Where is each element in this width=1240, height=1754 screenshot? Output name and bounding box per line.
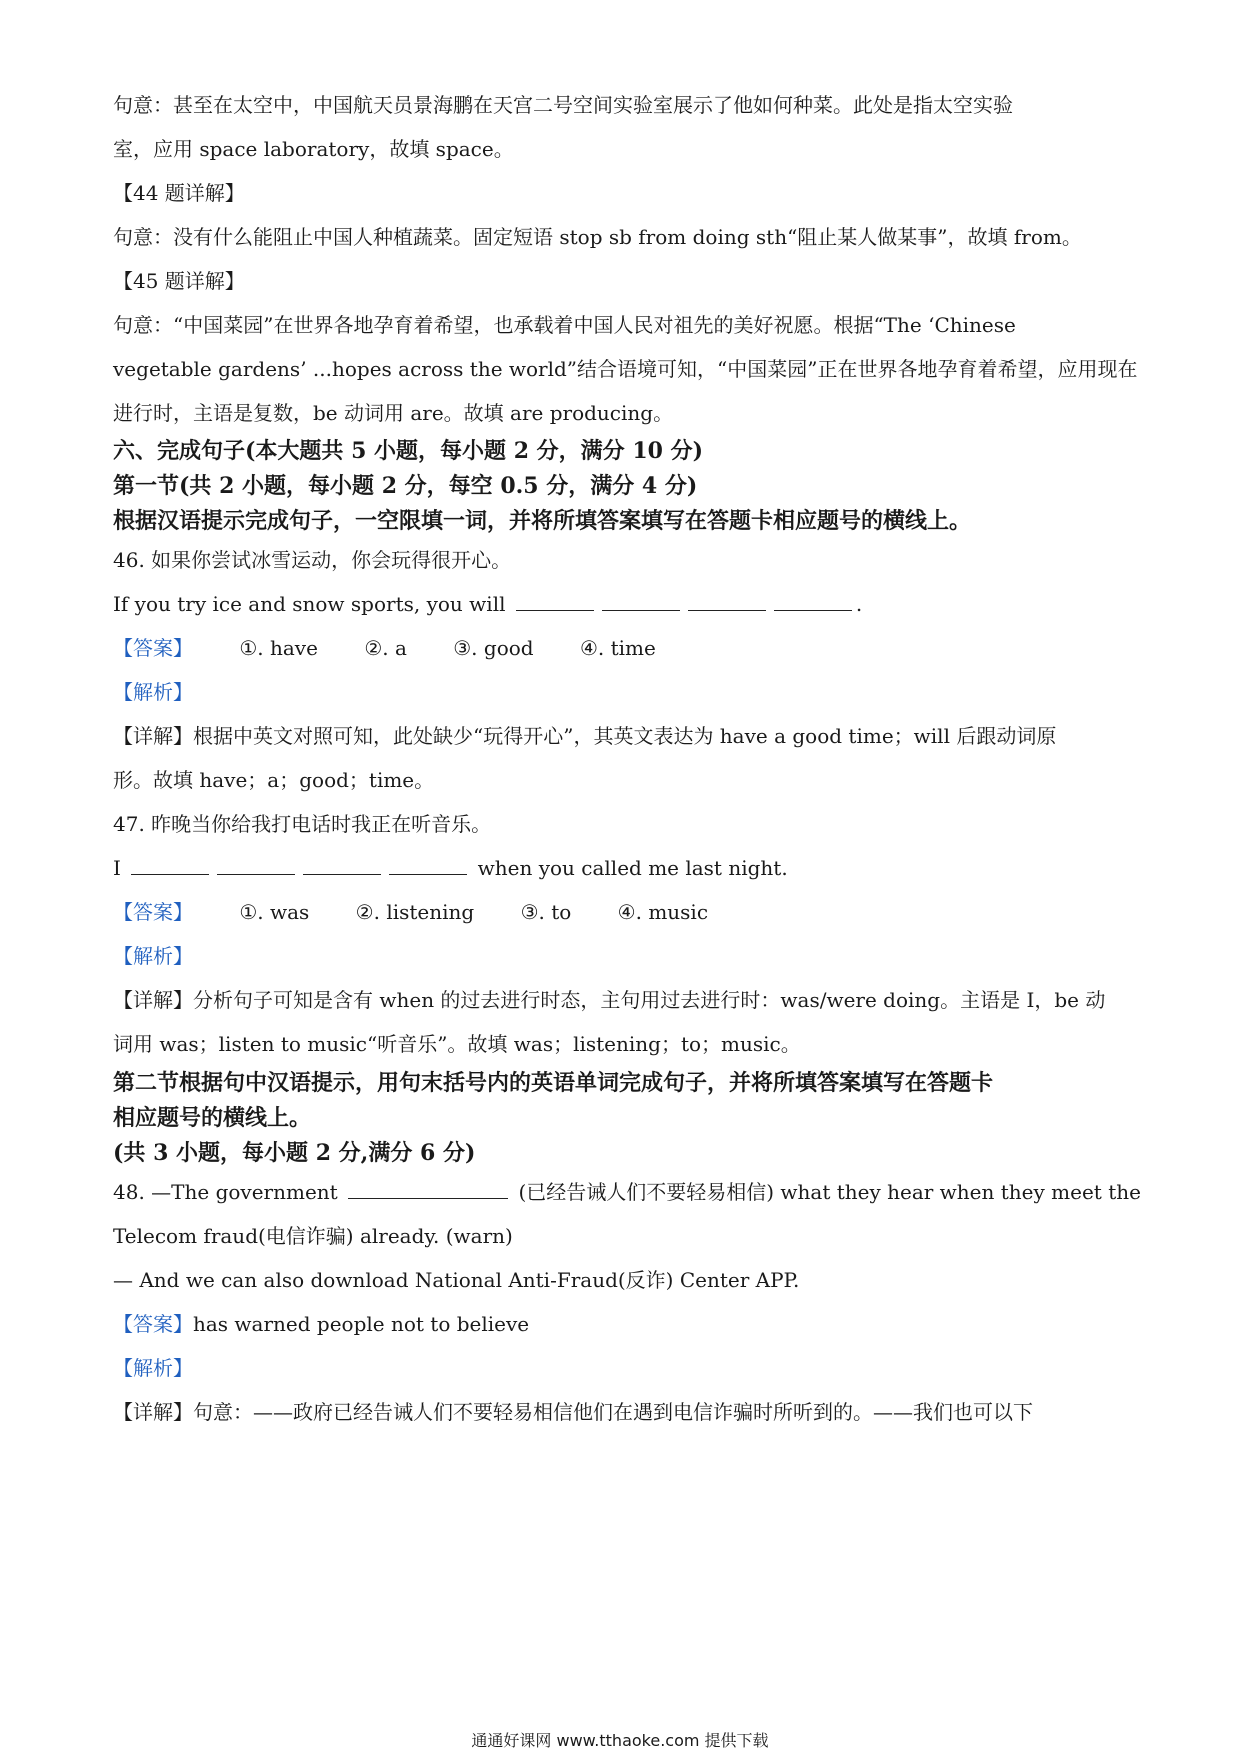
question-46-answer — [113, 633, 1133, 663]
answer-option: ①. was — [239, 900, 310, 924]
detail-tag: 【详解】 — [113, 724, 193, 748]
answer-option: ①. have — [239, 636, 318, 660]
answer-blank — [774, 590, 852, 611]
text-line: 句意：甚至在太空中，中国航天员景海鹏在天宫二号空间实验室展示了他如何种菜。此处是指太空实验 — [113, 93, 1013, 117]
question-46-detail — [113, 721, 1133, 751]
q44-heading: 【44 题详解】 — [113, 181, 245, 205]
question-46-sentence — [113, 589, 1133, 619]
text-line: 句意：“中国菜园”在世界各地孕育着希望，也承载着中国人民对祖先的美好祝愿。根据“The ‘Chinese — [113, 313, 1016, 337]
answer-tag: 【答案】 — [113, 1312, 193, 1336]
answer-option: ③. good — [453, 636, 534, 660]
answer-option: ②. listening — [355, 900, 475, 924]
q45-heading: 【45 题详解】 — [113, 269, 245, 293]
detail-text: 根据中英文对照可知，此处缺少“玩得开心”，其英文表达为 have a good time；will 后跟动词原 — [193, 724, 1057, 748]
part-two-heading: 相应题号的横线上。 — [113, 1105, 312, 1131]
detail-text: 句意：——政府已经告诫人们不要轻易相信他们在遇到电信诈骗时所听到的。——我们也可以下 — [193, 1400, 1033, 1424]
detail-text: 分析句子可知是含有 when 的过去进行时态，主句用过去进行时：was/were doing。主语是 I，be 动 — [193, 988, 1106, 1012]
answer-option: ④. time — [579, 636, 656, 660]
detail-tag: 【详解】 — [113, 1400, 193, 1424]
answer-blank — [348, 1178, 508, 1199]
answer-blank — [131, 854, 209, 875]
analysis-tag: 【解析】 — [113, 680, 193, 704]
sentence-text: 48. —The government — [113, 1180, 338, 1204]
sentence-text: when you called me last night. — [477, 856, 788, 880]
part-one-heading: 第一节(共 2 小题，每小题 2 分，每空 0.5 分，满分 4 分) — [113, 473, 698, 499]
text-line: vegetable gardens’ ...hopes across the world”结合语境可知，“中国菜园”正在世界各地孕育着希望，应用现在 — [113, 357, 1138, 381]
analysis-tag: 【解析】 — [113, 944, 193, 968]
question-48-answer — [113, 1309, 1133, 1339]
answer-tag: 【答案】 — [113, 636, 193, 660]
sentence-text: . — [855, 592, 863, 616]
answer-blank — [516, 590, 594, 611]
answer-option: ②. a — [364, 636, 407, 660]
question-47: 47. 昨晚当你给我打电话时我正在听音乐。 — [113, 812, 492, 836]
answer-option: ③. to — [520, 900, 572, 924]
answer-blank — [389, 854, 467, 875]
question-48 — [113, 1177, 1141, 1207]
sentence-text: I — [113, 856, 121, 880]
text-line: 进行时，主语是复数，be 动词用 are。故填 are producing。 — [113, 401, 674, 425]
answer-text: has warned people not to believe — [193, 1312, 530, 1336]
page-footer: 通通好课网 www.tthaoke.com 提供下载 — [471, 1731, 769, 1750]
question-46: 46. 如果你尝试冰雪运动，你会玩得很开心。 — [113, 548, 512, 572]
question-47-sentence — [113, 853, 1133, 883]
answer-blank — [303, 854, 381, 875]
text-line: Telecom fraud(电信诈骗) already. (warn) — [113, 1224, 513, 1248]
answer-blank — [602, 590, 680, 611]
text-line: 句意：没有什么能阻止中国人种植蔬菜。固定短语 stop sb from doing sth“阻止某人做某事”，故填 from。 — [113, 225, 1082, 249]
text-line: 室，应用 space laboratory，故填 space。 — [113, 137, 514, 161]
answer-tag: 【答案】 — [113, 900, 193, 924]
part-two-score: (共 3 小题，每小题 2 分,满分 6 分) — [113, 1140, 476, 1166]
sentence-text: If you try ice and snow sports, you will — [113, 592, 506, 616]
question-48-detail — [113, 1397, 1133, 1427]
question-47-detail — [113, 985, 1133, 1015]
sentence-text: (已经告诫人们不要轻易相信) what they hear when they meet the — [518, 1180, 1141, 1204]
text-line: 词用 was；listen to music“听音乐”。故填 was；listening；to；music。 — [113, 1032, 801, 1056]
analysis-tag: 【解析】 — [113, 1356, 193, 1380]
part-one-instruction: 根据汉语提示完成句子，一空限填一词，并将所填答案填写在答题卡相应题号的横线上。 — [113, 508, 972, 534]
text-line: 形。故填 have；a；good；time。 — [113, 768, 435, 792]
answer-option: ④. music — [617, 900, 709, 924]
question-47-answer — [113, 897, 1133, 927]
text-line: — And we can also download National Anti-Fraud(反诈) Center APP. — [113, 1268, 800, 1292]
answer-blank — [217, 854, 295, 875]
detail-tag: 【详解】 — [113, 988, 193, 1012]
part-two-heading: 第二节根据句中汉语提示，用句末括号内的英语单词完成句子，并将所填答案填写在答题卡 — [113, 1070, 994, 1096]
section-six-heading: 六、完成句子(本大题共 5 小题，每小题 2 分，满分 10 分) — [113, 438, 704, 464]
answer-blank — [688, 590, 766, 611]
